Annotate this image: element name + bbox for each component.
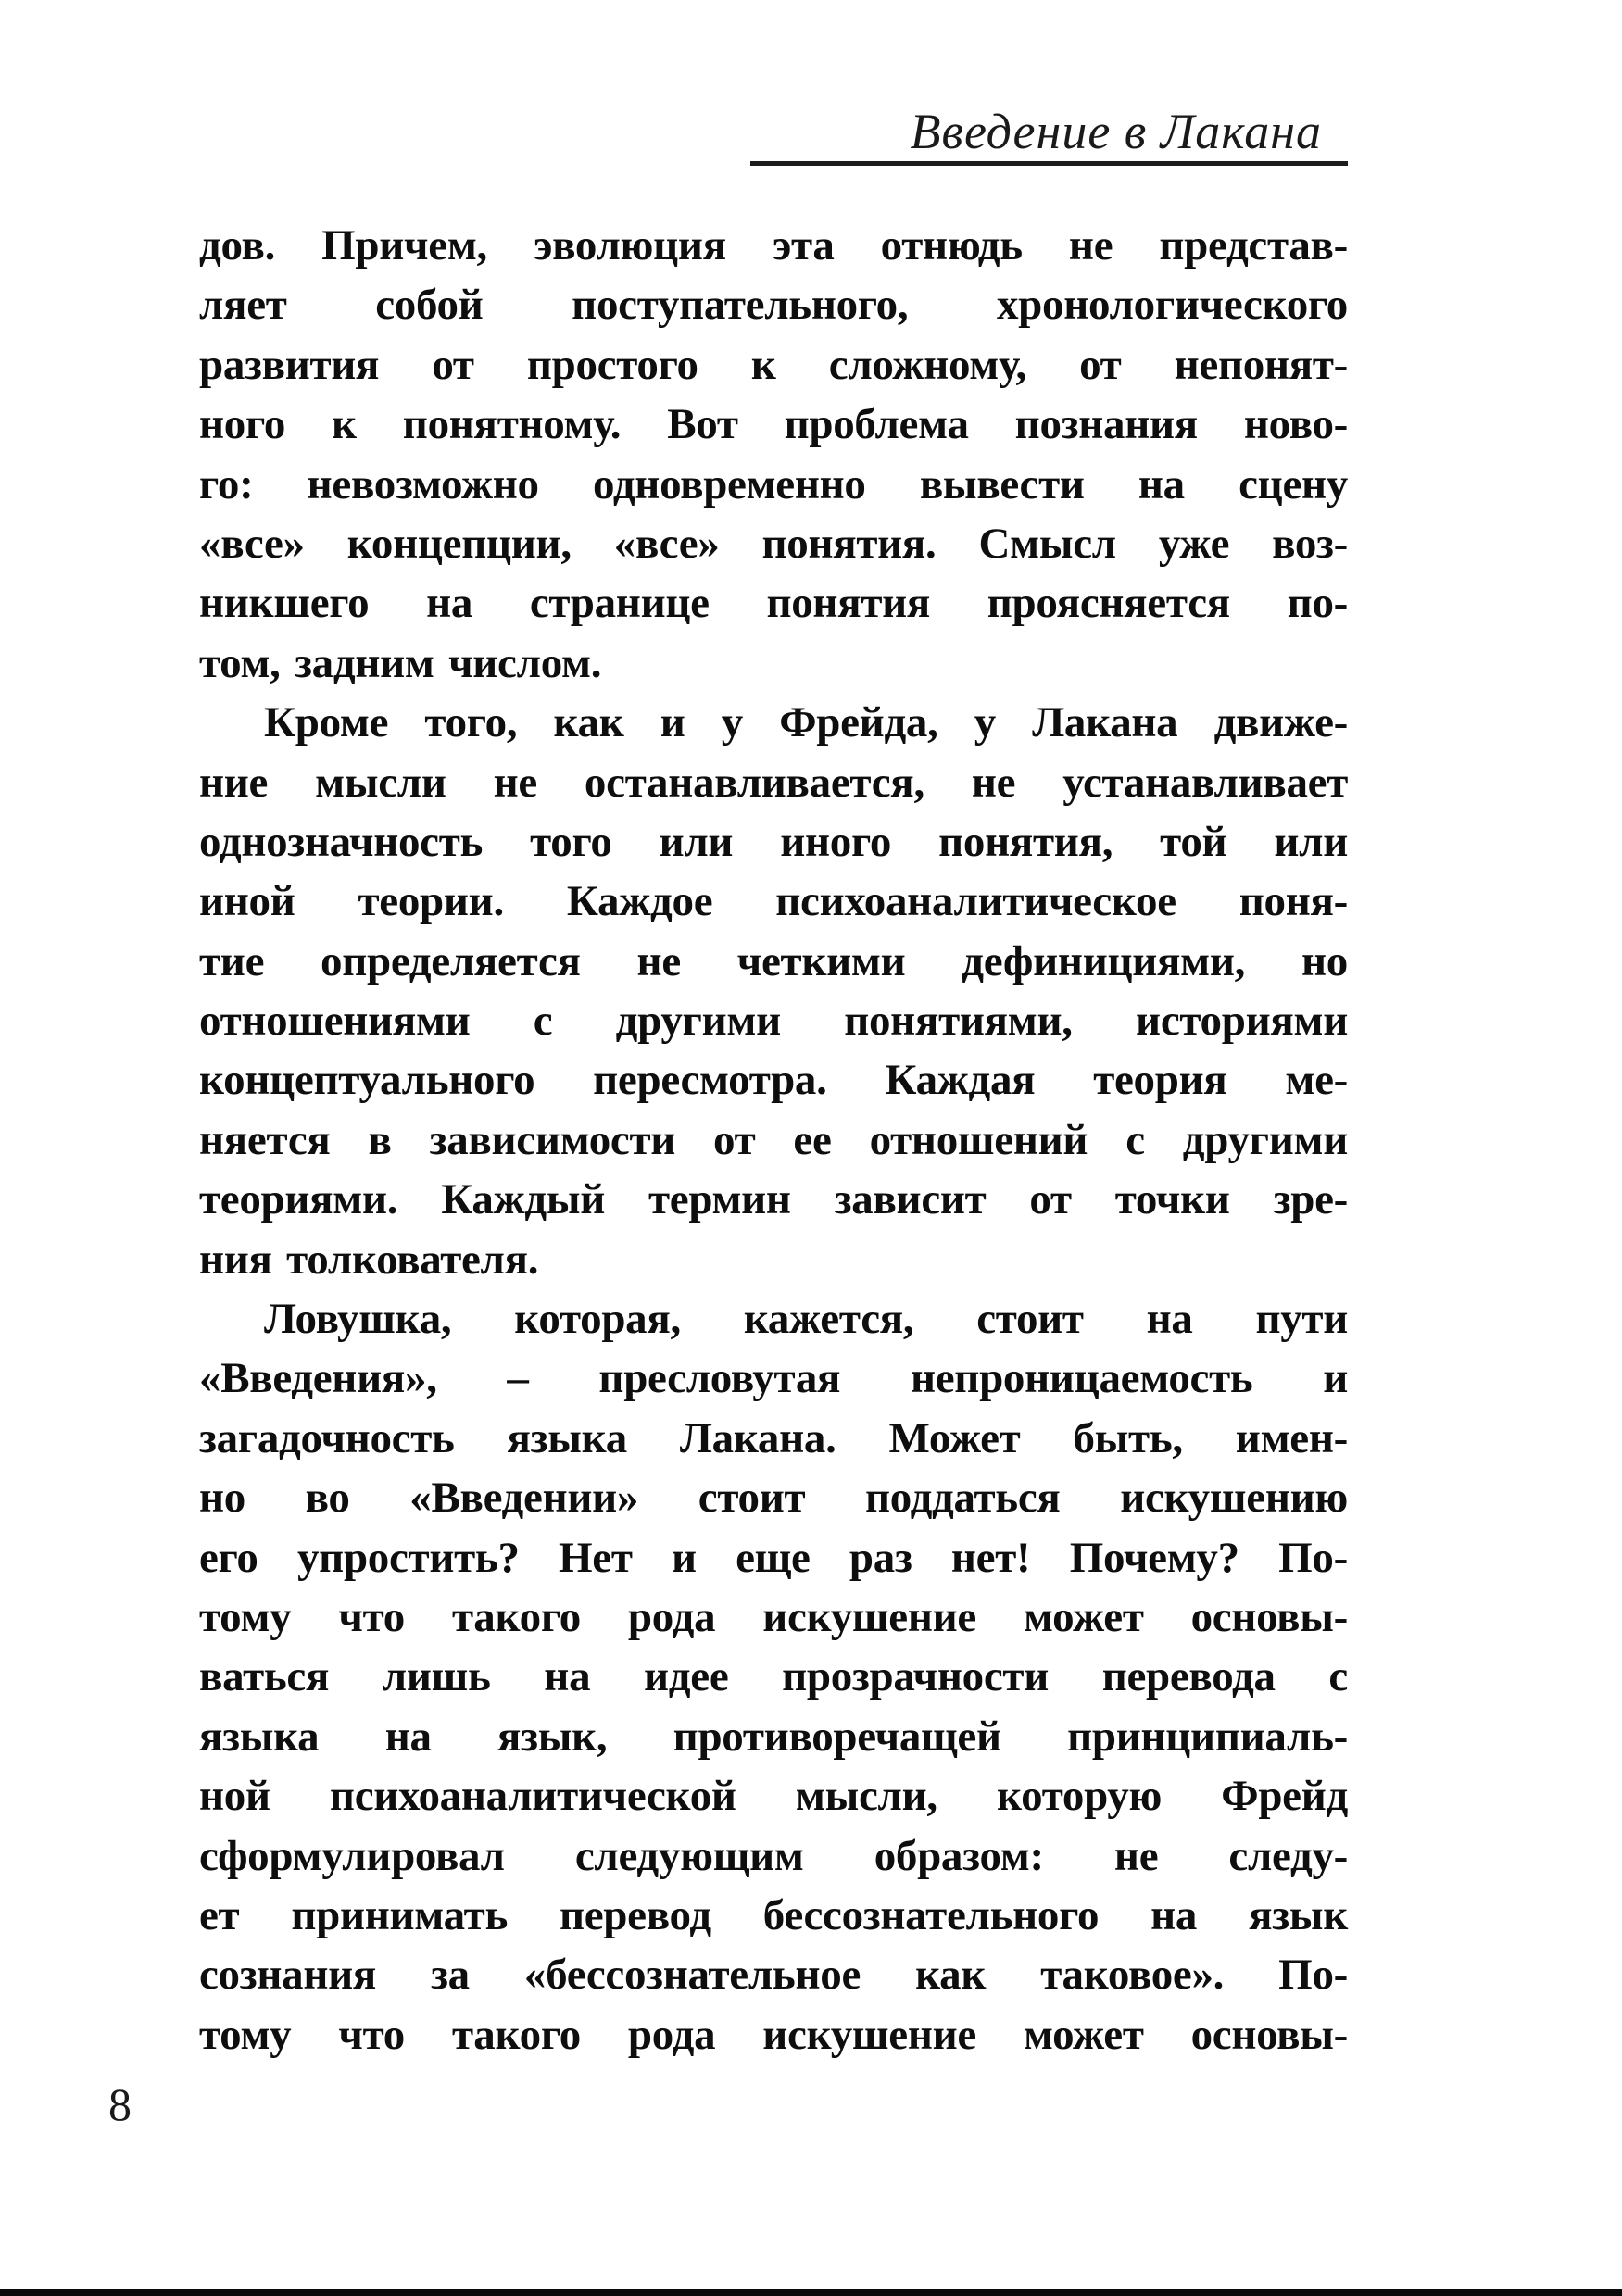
bottom-scan-edge	[0, 2289, 1622, 2296]
header-rule	[750, 161, 1348, 166]
text-line: го: невозможно одновременно вывести на сцену	[199, 459, 1348, 508]
running-header	[0, 0, 1622, 176]
text-line: языка на язык, противоречащей принципиаль-	[199, 1712, 1348, 1761]
page-number: 8	[108, 2078, 132, 2130]
text-line: концептуального пересмотра. Каждая теория ме-	[199, 1056, 1348, 1105]
text-line: никшего на странице понятия проясняется по-	[199, 579, 1348, 628]
text-line: ляет собой поступательного, хронологического	[199, 281, 1348, 330]
text-line: тие определяется не четкими дефинициями, но	[199, 936, 1348, 985]
text-line: Кроме того, как и у Фрейда, у Лакана движе-	[264, 698, 1348, 747]
text-line: ваться лишь на идее прозрачности перевода с	[199, 1652, 1348, 1701]
text-line: загадочность языка Лакана. Может быть, имен-	[199, 1413, 1348, 1462]
text-line: ной психоаналитической мысли, которую Фрейд	[199, 1772, 1348, 1821]
text-line: «все» концепции, «все» понятия. Смысл уже воз-	[199, 519, 1348, 568]
text-line: ние мысли не останавливается, не устанавливает	[199, 758, 1348, 807]
text-line: сформулировал следующим образом: не следу-	[199, 1831, 1348, 1880]
text-line: однозначность того или иного понятия, той или	[199, 817, 1348, 866]
text-line: тому что такого рода искушение может основы-	[199, 1592, 1348, 1641]
body-text	[199, 216, 1348, 2064]
text-line: тому что такого рода искушение может основы-	[199, 2010, 1348, 2059]
text-line: ния толкователя.	[199, 1235, 539, 1284]
text-line: теориями. Каждый термин зависит от точки зре-	[199, 1175, 1348, 1224]
text-line: иной теории. Каждое психоаналитическое поня-	[199, 877, 1348, 926]
text-line: сознания за «бессознательное как таковое». По-	[199, 1951, 1348, 2000]
text-line: его упростить? Нет и еще раз нет! Почему? По-	[199, 1533, 1348, 1582]
text-line: отношениями с другими понятиями, историями	[199, 997, 1348, 1046]
text-line: няется в зависимости от ее отношений с другими	[199, 1115, 1348, 1164]
text-line: но во «Введении» стоит поддаться искушению	[199, 1474, 1348, 1523]
text-line: том, задним числом.	[199, 638, 602, 687]
text-line: ет принимать перевод бессознательного на язык	[199, 1890, 1348, 1939]
text-line: ного к понятному. Вот проблема познания ново-	[199, 400, 1348, 449]
text-line: развития от простого к сложному, от непонят-	[199, 340, 1348, 389]
text-line: Ловушка, которая, кажется, стоит на пути	[264, 1295, 1348, 1344]
running-header-title: Введение в Лакана	[910, 104, 1322, 159]
text-line: дов. Причем, эволюция эта отнюдь не представ-	[199, 221, 1348, 270]
text-line: «Введения», – пресловутая непроницаемость и	[199, 1354, 1348, 1403]
